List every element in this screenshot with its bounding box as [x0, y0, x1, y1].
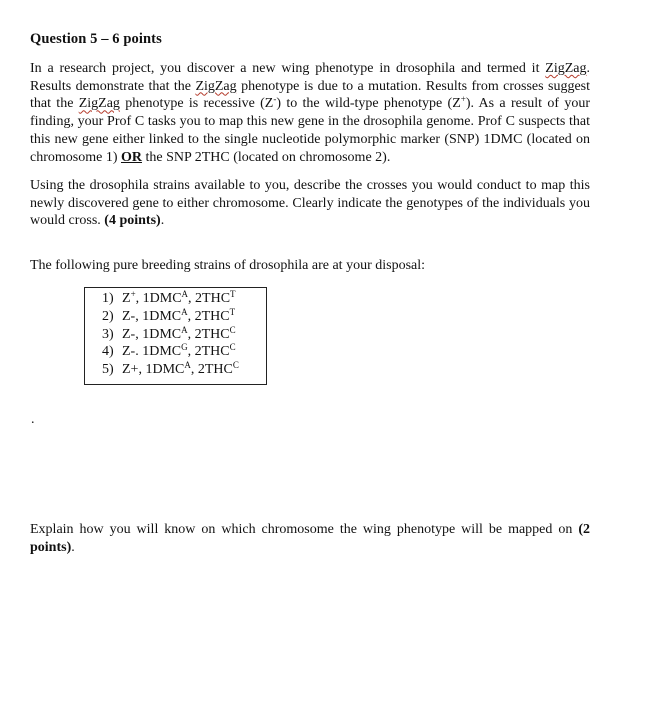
- strain-item: 1) Z+, $1DMC^A$, $2THC^T$: [102, 289, 236, 306]
- intro-text-5: ) to the wild-type phenotype (Z: [276, 96, 461, 112]
- or-emphasis: OR: [120, 149, 142, 165]
- intro-text-4: phenotype is recessive (Z: [119, 96, 274, 112]
- strain-item: 4) Z-. $1DMC^G$, $2THC^C$: [102, 342, 236, 360]
- task1-end: .: [160, 213, 165, 229]
- task2-points: (2 points): [30, 522, 590, 555]
- strain-item: 5) Z+, $1DMC^A$, $2THC^C$: [102, 360, 239, 378]
- strains-intro: The following pure breeding strains of drosophila are at your disposal:: [30, 258, 426, 273]
- strain-list: [102, 290, 239, 379]
- intro-text-7: the SNP 2THC (located on chromosome 2).: [141, 149, 391, 165]
- intro-text-6: ). As a result of your finding, your Prof C tasks you to map this new gene in the drosophila genome. Prof C suspects that this new gene either linked to the single nucleotide polymorphic marker (SNP) 1DMC (located on chromosome 1): [30, 96, 590, 165]
- task2-end: .: [71, 539, 75, 555]
- recessive-superscript: -: [273, 94, 277, 105]
- task1-points: (4 points): [104, 213, 161, 229]
- intro-text-2: . Results demonstrate that the: [30, 61, 590, 94]
- intro-text-3: phenotype is due to a mutation. Results from crosses suggest that the: [30, 78, 590, 112]
- task1-paragraph: [30, 177, 590, 230]
- task2-text: Explain how you will know on which chromosome the wing phenotype will be mapped on: [30, 522, 579, 537]
- task2-paragraph: [30, 521, 590, 556]
- strain-list-box: [84, 287, 267, 385]
- strain-item: 2) Z-, $1DMC^A$, $2THC^T$: [102, 306, 236, 324]
- strain-item: 3) Z-, $1DMC^A$, $2THC^C$: [102, 324, 236, 342]
- zigzag-term: ZigZag: [195, 78, 237, 94]
- intro-text-1: In a research project, you discover a new wing phenotype in drosophila and termed it: [30, 61, 546, 76]
- intro-paragraph: [30, 60, 590, 166]
- zigzag-term: ZigZag: [78, 96, 120, 112]
- task1-text: Using the drosophila strains available to you, describe the crosses you would conduct to map this newly discovered gene to either chromosome. Clearly indicate the genotypes of the individuals you would cross.: [30, 178, 590, 229]
- question-title: Question 5 – 6 points: [30, 31, 162, 47]
- wildtype-superscript: +: [460, 94, 466, 105]
- stray-period: .: [31, 412, 35, 427]
- zigzag-term: ZigZag: [545, 61, 587, 76]
